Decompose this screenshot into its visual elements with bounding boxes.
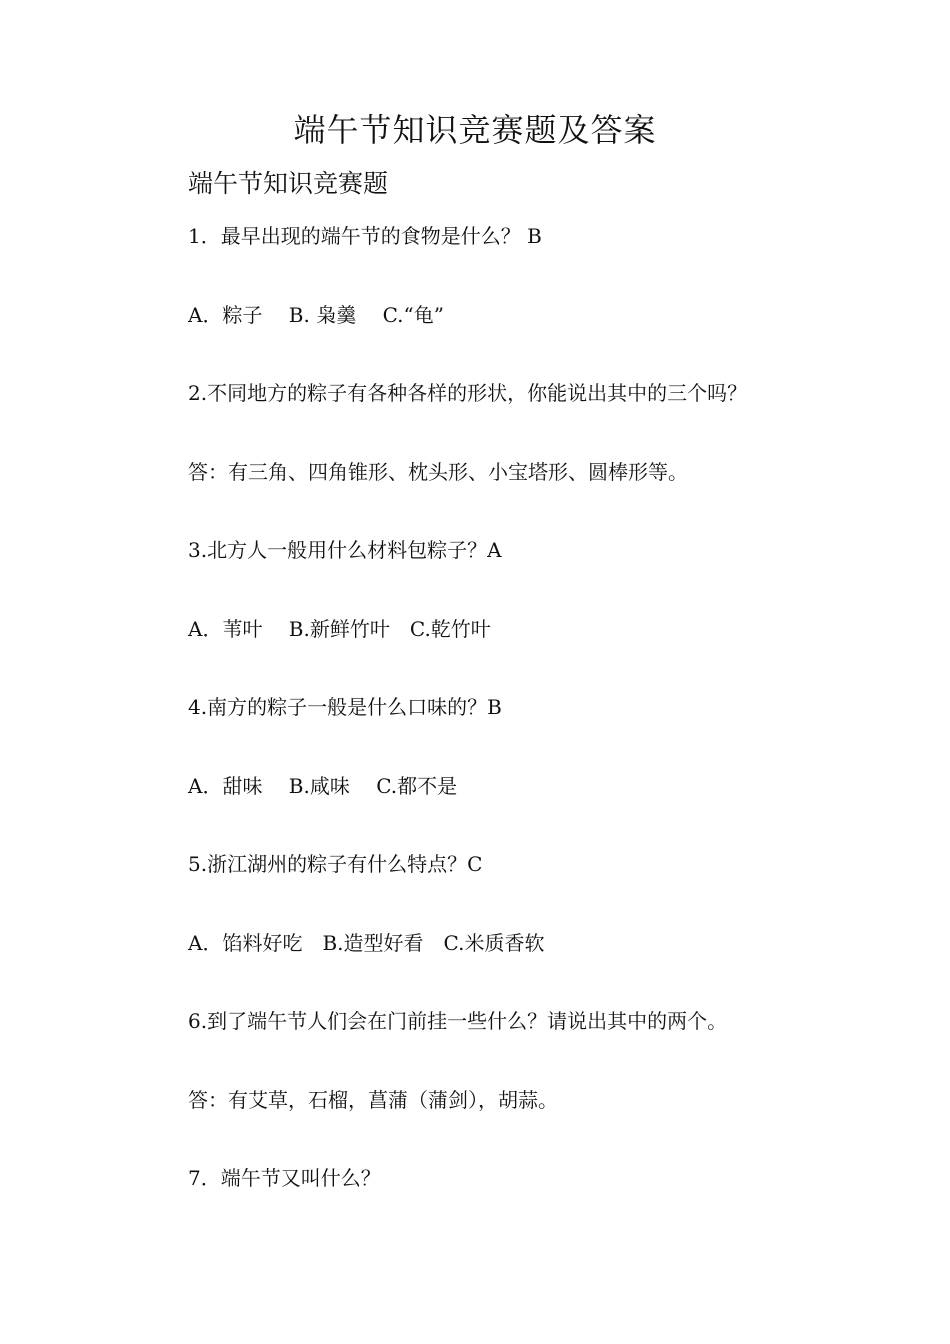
question-1: 1．最早出现的端午节的食物是什么？ B bbox=[188, 224, 542, 248]
question-2-answer: 答：有三角、四角锥形、枕头形、小宝塔形、圆棒形等。 bbox=[188, 460, 688, 484]
question-5-options: A．馅料好吃 B.造型好看 C.米质香软 bbox=[188, 931, 545, 955]
question-4-options: A．甜味 B.咸味 C.都不是 bbox=[188, 774, 458, 798]
question-3-options: A．苇叶 B.新鲜竹叶 C.乾竹叶 bbox=[188, 617, 491, 641]
document-title: 端午节知识竞赛题及答案 bbox=[293, 111, 657, 149]
question-1-options: A．粽子 B. 枭羹 C.“龟” bbox=[188, 303, 444, 327]
question-7: 7．端午节又叫什么？ bbox=[188, 1166, 381, 1190]
question-6: 6.到了端午节人们会在门前挂一些什么？请说出其中的两个。 bbox=[188, 1009, 728, 1033]
question-3: 3.北方人一般用什么材料包粽子？A bbox=[188, 538, 502, 562]
section-heading: 端午节知识竞赛题 bbox=[188, 169, 389, 198]
question-6-answer: 答：有艾草，石榴，菖蒲（蒲剑），胡蒜。 bbox=[188, 1088, 558, 1112]
question-5: 5.浙江湖州的粽子有什么特点？C bbox=[188, 852, 483, 876]
question-2: 2.不同地方的粽子有各种各样的形状，你能说出其中的三个吗？ bbox=[188, 381, 748, 405]
question-4: 4.南方的粽子一般是什么口味的？B bbox=[188, 695, 502, 719]
